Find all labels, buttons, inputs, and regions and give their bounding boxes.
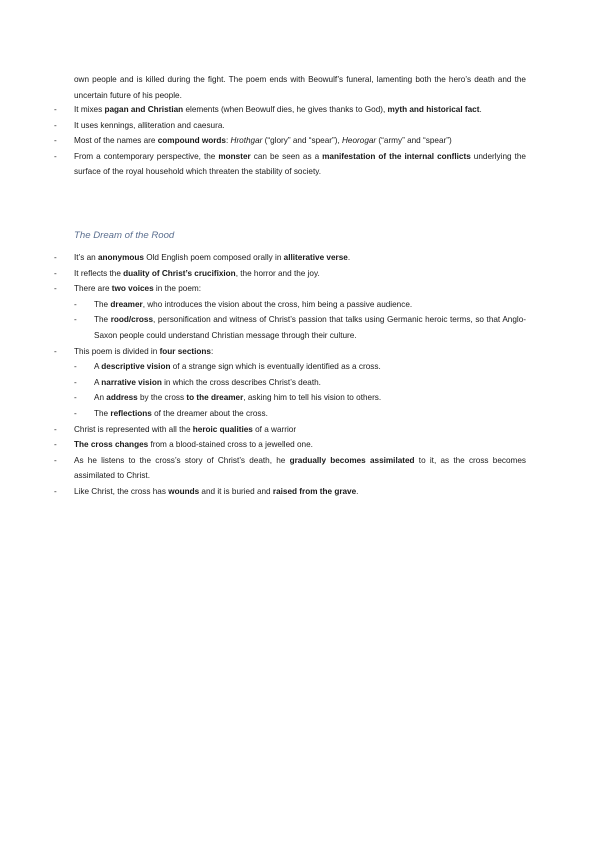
bold-term: pagan and Christian	[104, 105, 184, 114]
list-item	[54, 250, 526, 266]
bold-term: The cross changes	[74, 440, 149, 450]
list-item	[54, 133, 526, 149]
bullet-dash: -	[74, 299, 77, 309]
list-item	[54, 102, 526, 118]
bullet-dash: -	[54, 120, 57, 130]
bullet-dash: -	[54, 486, 57, 496]
bullet-dash: -	[54, 424, 57, 434]
bold-term: compound words	[157, 136, 226, 146]
bold-term: four sections	[159, 346, 211, 356]
bold-term: manifestation of the internal conflicts	[322, 151, 471, 161]
bullet-dash: -	[54, 440, 57, 450]
sub-list-item	[54, 312, 526, 343]
list-item-text: The reflections of the dreamer about the cross.	[94, 408, 268, 418]
sub-list-item	[54, 297, 526, 313]
list-item	[54, 344, 526, 360]
bold-term: myth and historical fact	[387, 105, 480, 114]
list-item-text: There are two voices in the poem:	[74, 284, 201, 294]
bold-term: two voices	[111, 284, 154, 294]
sub-list-item	[54, 406, 526, 422]
list-item	[54, 118, 526, 134]
bullet-dash: -	[54, 136, 57, 146]
list-item	[54, 149, 526, 180]
sub-list	[54, 297, 526, 344]
bold-term: raised from the grave	[272, 486, 357, 496]
list-item	[54, 437, 526, 453]
bullet-dash: -	[54, 455, 57, 465]
bold-term: dreamer	[110, 299, 143, 309]
intro-continuation	[74, 72, 526, 103]
sub-list-item	[54, 375, 526, 391]
bullet-dash: -	[74, 393, 77, 403]
bold-term: monster	[218, 151, 251, 161]
bold-term: alliterative verse	[283, 253, 348, 262]
list-item-text: It reflects the duality of Christ’s crucifixion, the horror and the joy.	[74, 268, 320, 278]
bullet-dash: -	[54, 253, 57, 262]
list-item	[54, 266, 526, 282]
list-item	[54, 422, 526, 438]
list-item-text: The dreamer, who introduces the vision about the cross, him being a passive audience.	[94, 299, 413, 309]
list-item-text: An address by the cross to the dreamer, asking him to tell his vision to others.	[94, 393, 382, 403]
bullet-dash: -	[74, 377, 77, 387]
bold-term: narrative vision	[101, 377, 162, 387]
intro-text: own people and is killed during the fight. The poem ends with Beowulf’s funeral, lamenting both the hero’s death and the uncertain future of his people.	[74, 75, 526, 100]
list-item-text: The rood/cross, personification and witness of Christ’s passion that talks using Germanic heroic terms, so that Anglo-Saxon people could understand Christian message through their culture.	[94, 315, 526, 340]
list-item-text: A narrative vision in which the cross describes Christ’s death.	[94, 377, 321, 387]
bold-term: gradually becomes assimilated	[289, 455, 415, 465]
bold-term: anonymous	[97, 253, 144, 262]
bold-term: wounds	[168, 486, 200, 496]
bold-term: heroic qualities	[192, 424, 253, 434]
list-item-text: As he listens to the cross’s story of Christ’s death, he gradually becomes assimilated to it, as the cross becomes assimilated to Christ.	[74, 455, 526, 481]
bullet-dash: -	[74, 315, 77, 325]
italic-term: Hrothgar	[230, 136, 263, 146]
beowulf-list	[54, 102, 526, 180]
list-item-text: Christ is represented with all the heroic qualities of a warrior	[74, 424, 297, 434]
bold-term: rood/cross	[110, 315, 154, 325]
list-item-text: Most of the names are compound words: Hrothgar (“glory” and “spear”), Heorogar (“army” and “spear”)	[74, 136, 452, 146]
list-item	[54, 281, 526, 297]
list-item-text: From a contemporary perspective, the monster can be seen as a manifestation of the internal conflicts underlying the surface of the royal household which threaten the stability of society.	[74, 151, 526, 177]
sub-list	[54, 359, 526, 421]
dream-list	[54, 250, 526, 500]
bold-term: descriptive vision	[101, 362, 171, 372]
list-item-text: It uses kennings, alliteration and caesura.	[74, 120, 225, 130]
section-heading: The Dream of the Rood	[74, 230, 175, 241]
bullet-dash: -	[74, 362, 77, 372]
list-item-text: A descriptive vision of a strange sign which is eventually identified as a cross.	[94, 362, 381, 372]
bullet-dash: -	[54, 151, 57, 161]
list-item	[54, 484, 526, 500]
bullet-dash: -	[54, 284, 57, 294]
bullet-dash: -	[54, 268, 57, 278]
list-item-text: Like Christ, the cross has wounds and it is buried and raised from the grave.	[74, 486, 359, 496]
sub-list-item	[54, 359, 526, 375]
bullet-dash: -	[74, 408, 77, 418]
list-item-text: It mixes pagan and Christian elements (when Beowulf dies, he gives thanks to God), myth and historical fact.	[74, 105, 482, 114]
bold-term: duality of Christ’s crucifixion	[123, 268, 236, 278]
bold-term: reflections	[110, 408, 152, 418]
list-item-text: It’s an anonymous Old English poem composed orally in alliterative verse.	[74, 253, 351, 262]
bullet-dash: -	[54, 346, 57, 356]
bold-term: address	[106, 393, 138, 403]
italic-term: Heorogar	[342, 136, 377, 146]
list-item-text: The cross changes from a blood-stained cross to a jewelled one.	[74, 440, 313, 450]
bullet-dash: -	[54, 105, 57, 114]
sub-list-item	[54, 390, 526, 406]
list-item-text: This poem is divided in four sections:	[74, 346, 214, 356]
list-item	[54, 453, 526, 484]
bold-term: to the dreamer	[186, 393, 244, 403]
